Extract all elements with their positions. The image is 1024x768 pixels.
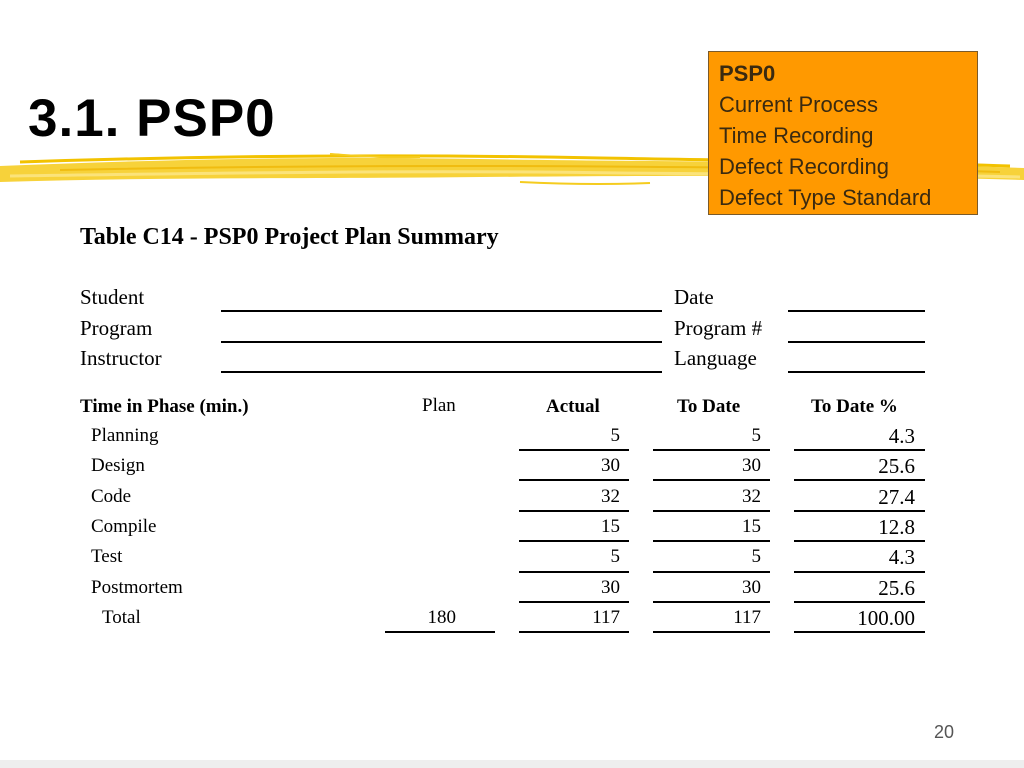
cell-underline: [519, 631, 629, 633]
phase-label: Compile: [91, 516, 157, 537]
cell-underline: [794, 510, 925, 512]
to-date-cell: 32: [742, 486, 761, 507]
cell-underline: [794, 601, 925, 603]
date-label: Date: [674, 285, 714, 309]
info-box-item: Current Process: [719, 92, 878, 117]
program-field-line: [221, 341, 662, 343]
cell-underline: [794, 540, 925, 542]
cell-underline: [653, 510, 770, 512]
cell-underline: [653, 631, 770, 633]
cell-underline: [519, 571, 629, 573]
psp0-info-box: [708, 51, 978, 215]
instructor-field-line: [221, 371, 662, 373]
page-number: 20: [934, 722, 955, 742]
slide-title: 3.1. PSP0: [28, 89, 276, 148]
student-field-line: [221, 310, 662, 312]
actual-cell: 5: [610, 425, 620, 446]
cell-underline: [653, 479, 770, 481]
table-title: Table C14 - PSP0 Project Plan Summary: [80, 224, 499, 250]
total-to-date-cell: 117: [733, 607, 761, 628]
to-date-cell: 5: [751, 546, 761, 567]
column-header-plan: Plan: [422, 395, 456, 416]
info-box-heading: PSP0: [719, 61, 776, 86]
cell-underline: [794, 631, 925, 633]
total-actual-cell: 117: [592, 607, 620, 628]
phase-label: Test: [91, 546, 123, 567]
actual-cell: 15: [601, 516, 620, 537]
phase-label: Design: [91, 455, 145, 476]
cell-underline: [385, 631, 495, 633]
cell-underline: [519, 449, 629, 451]
cell-underline: [653, 449, 770, 451]
to-date-pct-cell: 25.6: [878, 454, 915, 478]
cell-underline: [653, 540, 770, 542]
cell-underline: [519, 601, 629, 603]
instructor-label: Instructor: [80, 346, 162, 370]
actual-cell: 30: [601, 577, 620, 598]
cell-underline: [653, 571, 770, 573]
info-box-item: Defect Type Standard: [719, 185, 932, 210]
column-header-to-date-pct: To Date %: [811, 396, 898, 417]
to-date-pct-cell: 4.3: [888, 545, 915, 569]
footer-band: [0, 760, 1024, 768]
cell-underline: [653, 601, 770, 603]
to-date-cell: 5: [751, 425, 761, 446]
info-box-item: Time Recording: [719, 123, 874, 148]
to-date-pct-cell: 12.8: [878, 515, 915, 539]
program-label: Program: [80, 316, 153, 340]
cell-underline: [519, 540, 629, 542]
total-label: Total: [102, 607, 141, 628]
phase-label: Postmortem: [91, 577, 183, 598]
phase-label: Planning: [91, 425, 159, 446]
to-date-pct-cell: 27.4: [878, 485, 915, 509]
to-date-cell: 30: [742, 455, 761, 476]
phase-label: Code: [91, 486, 132, 507]
date-field-line: [788, 310, 925, 312]
to-date-cell: 15: [742, 516, 761, 537]
to-date-cell: 30: [742, 577, 761, 598]
to-date-pct-cell: 25.6: [878, 576, 915, 600]
cell-underline: [794, 449, 925, 451]
program-number-label: Program #: [674, 316, 763, 340]
column-header-phase: Time in Phase (min.): [80, 396, 249, 417]
cell-underline: [794, 571, 925, 573]
student-label: Student: [80, 285, 145, 309]
column-header-to-date: To Date: [677, 396, 741, 417]
cell-underline: [519, 510, 629, 512]
to-date-pct-cell: 4.3: [888, 424, 915, 448]
actual-cell: 30: [601, 455, 620, 476]
info-box-item: Defect Recording: [719, 154, 889, 179]
cell-underline: [794, 479, 925, 481]
program-number-field-line: [788, 341, 925, 343]
actual-cell: 32: [601, 486, 620, 507]
actual-cell: 5: [610, 546, 620, 567]
cell-underline: [519, 479, 629, 481]
language-field-line: [788, 371, 925, 373]
total-to-date-pct-cell: 100.00: [857, 606, 915, 630]
language-label: Language: [674, 346, 757, 370]
total-plan-cell: 180: [427, 607, 456, 628]
column-header-actual: Actual: [546, 396, 600, 417]
